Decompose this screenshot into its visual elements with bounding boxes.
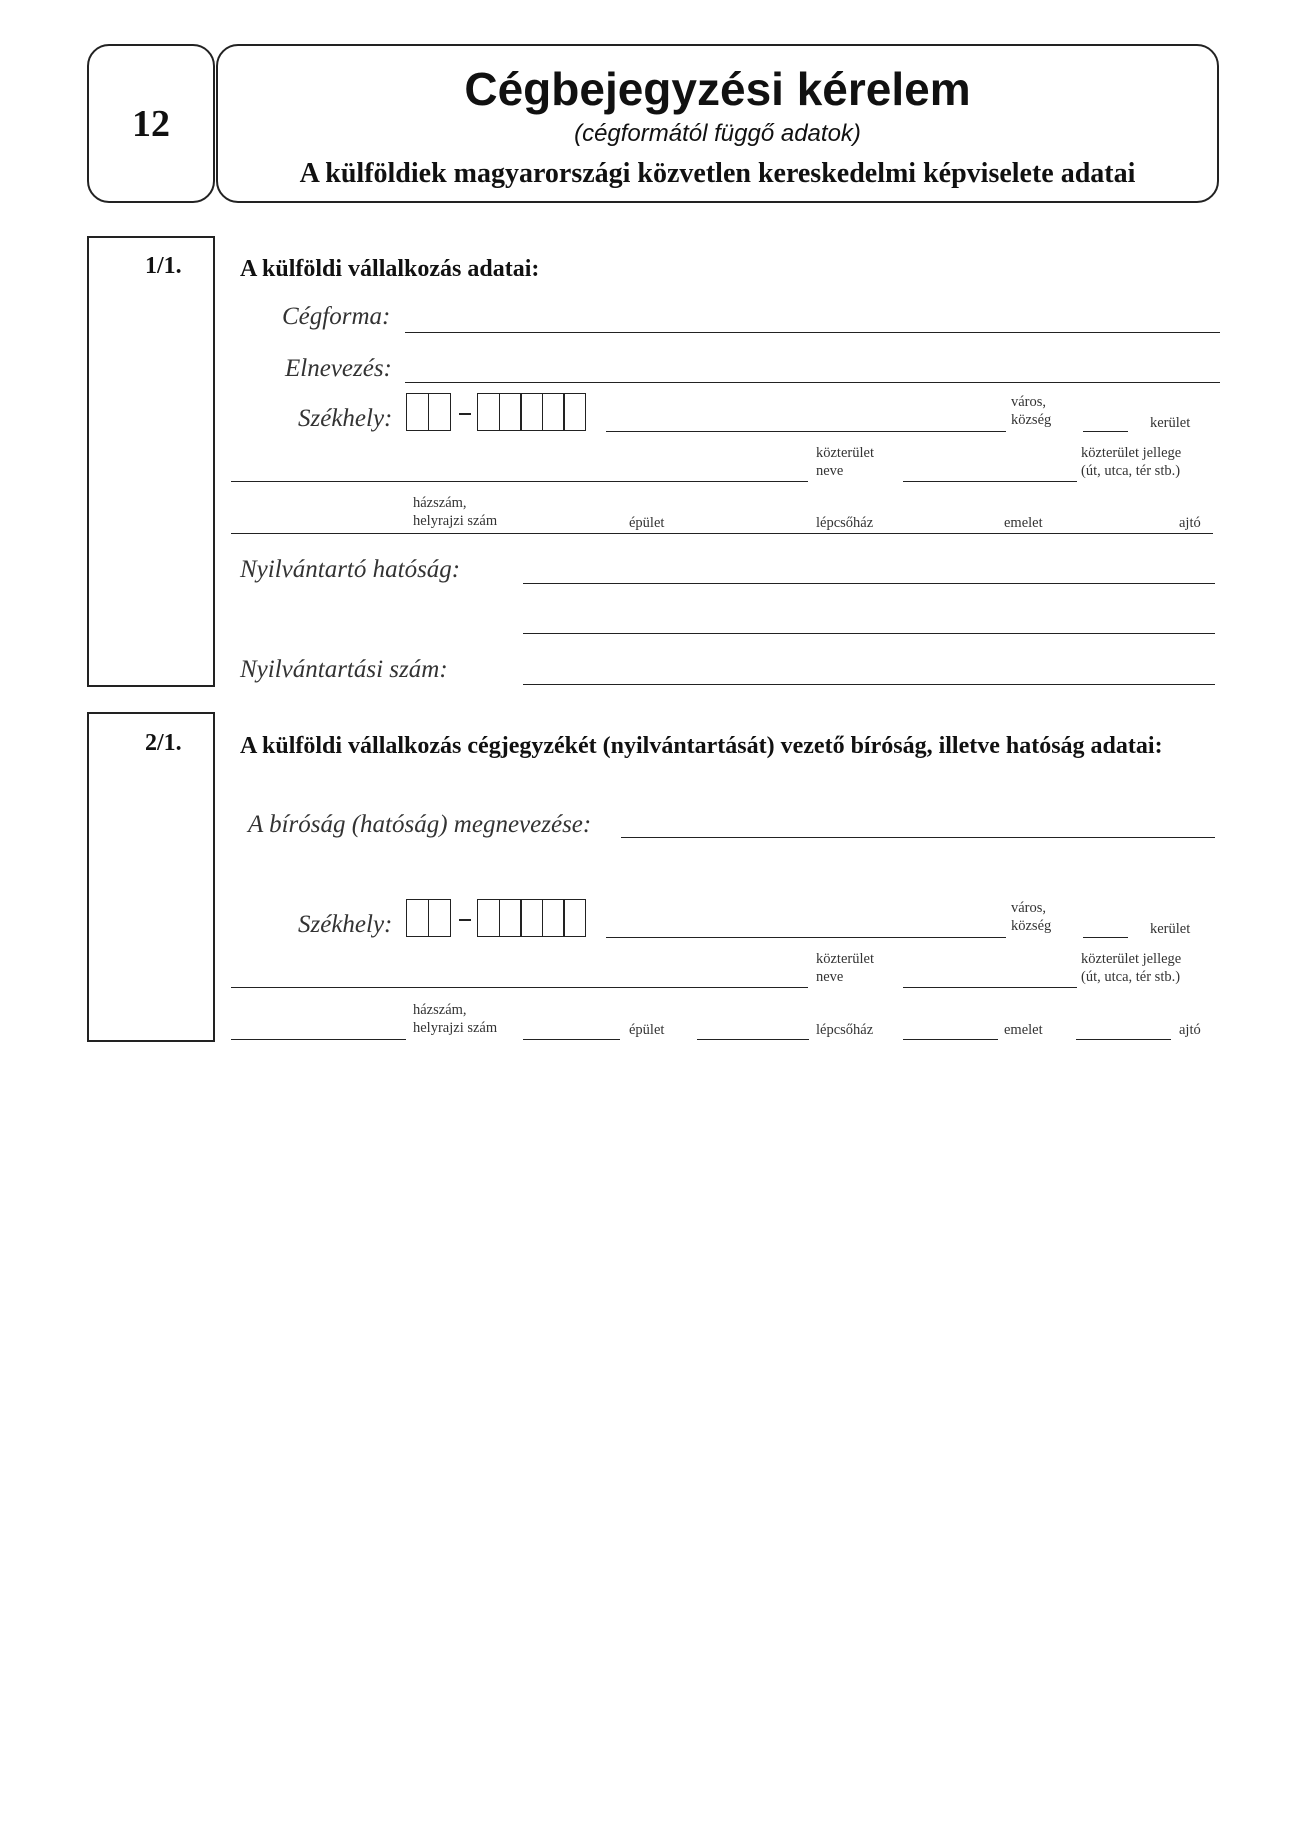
kozterulet-neve-2-field[interactable] xyxy=(231,987,808,988)
kozterulet-jellege-2-label: közterület jellege (út, utca, tér stb.) xyxy=(1081,951,1182,986)
postcode-dash-2 xyxy=(459,919,471,921)
hazszam-2-label: házszám, helyrajzi szám xyxy=(413,1002,498,1037)
postcode-prefix-cells-2[interactable] xyxy=(406,899,451,937)
kerulet-field[interactable] xyxy=(1083,431,1128,432)
section-2-number-box xyxy=(87,712,215,1042)
nyilvantarto-label: Nyilvántartó hatóság: xyxy=(240,556,461,583)
cegforma-label: Cégforma: xyxy=(282,303,391,330)
ajto-2-label: ajtó xyxy=(1179,1022,1201,1038)
hazszam-label: házszám, helyrajzi szám xyxy=(413,495,498,530)
nyilvantarto-field-2[interactable] xyxy=(523,633,1215,634)
form-title: Cégbejegyzési kérelem xyxy=(464,63,971,115)
epulet-label: épület xyxy=(629,515,665,531)
postcode-cells[interactable] xyxy=(477,393,586,431)
form-subtitle: (cégformától függő adatok) xyxy=(574,120,861,147)
kozterulet-neve-2-label: közterület neve xyxy=(816,951,874,986)
nyilvantarto-field-1[interactable] xyxy=(523,583,1215,584)
lepcsohaz-2-label: lépcsőház xyxy=(816,1022,874,1038)
hazszam-row-field[interactable] xyxy=(231,533,1213,534)
kerulet-label: kerület xyxy=(1150,415,1191,431)
szekhely-2-label: Székhely: xyxy=(298,911,393,938)
postcode-cells-2[interactable] xyxy=(477,899,586,937)
kozterulet-jellege-field[interactable] xyxy=(903,481,1077,482)
birosag-field[interactable] xyxy=(621,837,1215,838)
section-1-title: A külföldi vállalkozás adatai: xyxy=(240,256,540,282)
varos-label: város, község xyxy=(1011,394,1052,429)
kerulet-2-field[interactable] xyxy=(1083,937,1128,938)
section-1-number-box xyxy=(87,236,215,687)
kerulet-2-label: kerület xyxy=(1150,921,1191,937)
emelet-2-field[interactable] xyxy=(903,1039,998,1040)
varos-field[interactable] xyxy=(606,431,1006,432)
nyilvantartasi-szam-label: Nyilvántartási szám: xyxy=(240,656,448,683)
hazszam-2-field[interactable] xyxy=(231,1039,406,1040)
cegforma-field[interactable] xyxy=(405,332,1220,333)
elnevezes-label: Elnevezés: xyxy=(285,355,392,382)
epulet-2-label: épület xyxy=(629,1022,665,1038)
section-2-number: 2/1. xyxy=(145,730,182,756)
szekhely-label: Székhely: xyxy=(298,405,393,432)
lepcsohaz-label: lépcsőház xyxy=(816,515,874,531)
nyilvantartasi-szam-field[interactable] xyxy=(523,684,1215,685)
lepcsohaz-2-field[interactable] xyxy=(697,1039,809,1040)
kozterulet-jellege-2-field[interactable] xyxy=(903,987,1077,988)
varos-2-label: város, község xyxy=(1011,900,1052,935)
postcode-prefix-cells[interactable] xyxy=(406,393,451,431)
form-number: 12 xyxy=(132,103,170,145)
kozterulet-neve-label: közterület neve xyxy=(816,445,874,480)
birosag-label: A bíróság (hatóság) megnevezése: xyxy=(248,811,592,838)
ajto-label: ajtó xyxy=(1179,515,1201,531)
varos-2-field[interactable] xyxy=(606,937,1006,938)
emelet-2-label: emelet xyxy=(1004,1022,1043,1038)
kozterulet-neve-field[interactable] xyxy=(231,481,808,482)
section-2-title: A külföldi vállalkozás cégjegyzékét (nyilvántartását) vezető bíróság, illetve hatóság adatai: xyxy=(240,733,1163,759)
section-1-number: 1/1. xyxy=(145,253,182,279)
epulet-2-field[interactable] xyxy=(523,1039,620,1040)
kozterulet-jellege-label: közterület jellege (út, utca, tér stb.) xyxy=(1081,445,1182,480)
postcode-dash xyxy=(459,413,471,415)
emelet-label: emelet xyxy=(1004,515,1043,531)
elnevezes-field[interactable] xyxy=(405,382,1220,383)
form-heading: A külföldiek magyarországi közvetlen kereskedelmi képviselete adatai xyxy=(299,158,1136,189)
ajto-2-field[interactable] xyxy=(1076,1039,1171,1040)
